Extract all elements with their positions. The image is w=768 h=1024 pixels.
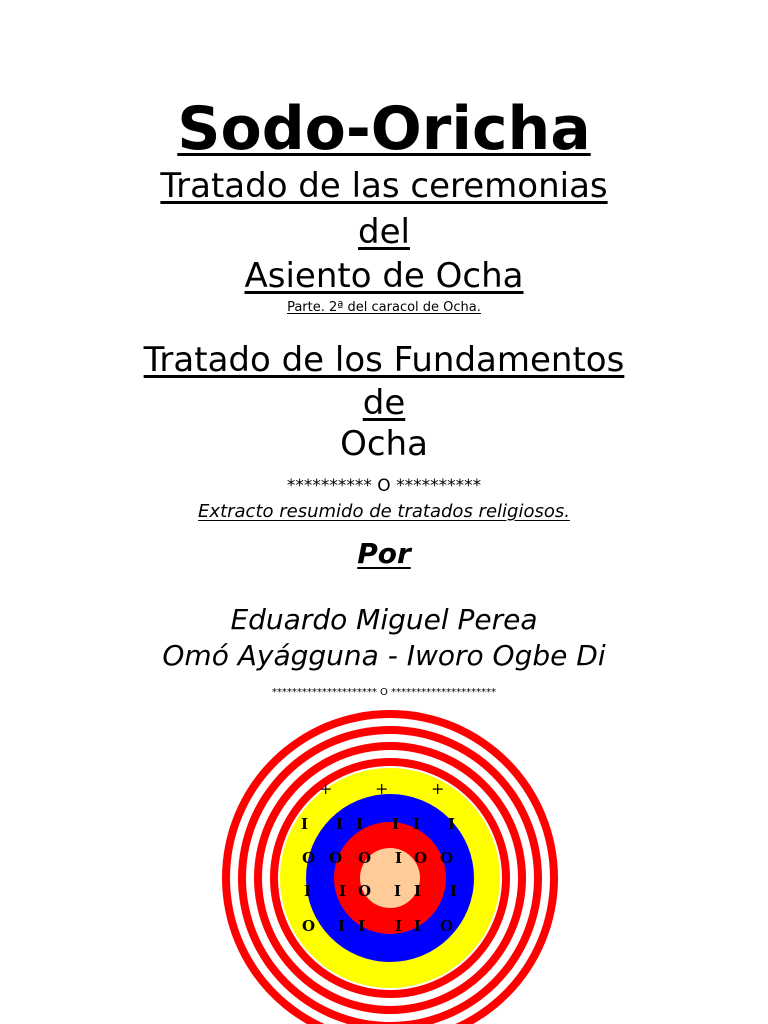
mark-I: I (413, 815, 421, 833)
mark-I: I (301, 815, 309, 833)
mark-O: O (302, 917, 316, 935)
religious-name: Omó Ayágguna - Iworo Ogbe Di (162, 639, 606, 672)
target-emblem (222, 710, 562, 1024)
mark-I: I (395, 917, 403, 935)
mark-I: I (338, 917, 346, 935)
mark-I: I (395, 849, 403, 867)
separator-stars-1: ********** O ********** (286, 476, 482, 496)
fundamentos-line-2: de (362, 383, 406, 423)
plus-mark: + (319, 779, 333, 798)
target-rings-icon (222, 710, 562, 1024)
mark-I: I (392, 815, 400, 833)
fundamentos-line-1: Tratado de los Fundamentos (143, 340, 625, 380)
mark-O: O (414, 849, 428, 867)
mark-O: O (302, 849, 316, 867)
mark-O: O (440, 849, 454, 867)
subtitle-line-2: del (358, 212, 410, 252)
plus-mark: + (375, 779, 389, 798)
mark-I: I (356, 815, 364, 833)
part-note: Parte. 2ª del caracol de Ocha. (287, 300, 481, 315)
mark-O: O (358, 849, 372, 867)
mark-I: I (450, 882, 458, 900)
plus-mark: + (431, 779, 445, 798)
document-title: Sodo-Oricha (177, 94, 591, 164)
mark-I: I (304, 882, 312, 900)
fundamentos-line-3: Ocha (340, 424, 428, 464)
mark-O: O (440, 917, 454, 935)
mark-O: O (358, 882, 372, 900)
mark-I: I (394, 882, 402, 900)
author-name: Eduardo Miguel Perea (230, 603, 538, 636)
mark-I: I (448, 815, 456, 833)
mark-I: I (339, 882, 347, 900)
mark-I: I (336, 815, 344, 833)
mark-I: I (414, 917, 422, 935)
subtitle-line-1: Tratado de las ceremonias (160, 166, 608, 206)
mark-O: O (329, 849, 343, 867)
por-label: Por (357, 537, 411, 570)
mark-I: I (358, 917, 366, 935)
separator-stars-2: ********************* O ********************* (271, 687, 497, 698)
extract-note: Extracto resumido de tratados religiosos. (198, 501, 570, 522)
mark-I: I (414, 882, 422, 900)
subtitle-line-3: Asiento de Ocha (244, 256, 524, 296)
